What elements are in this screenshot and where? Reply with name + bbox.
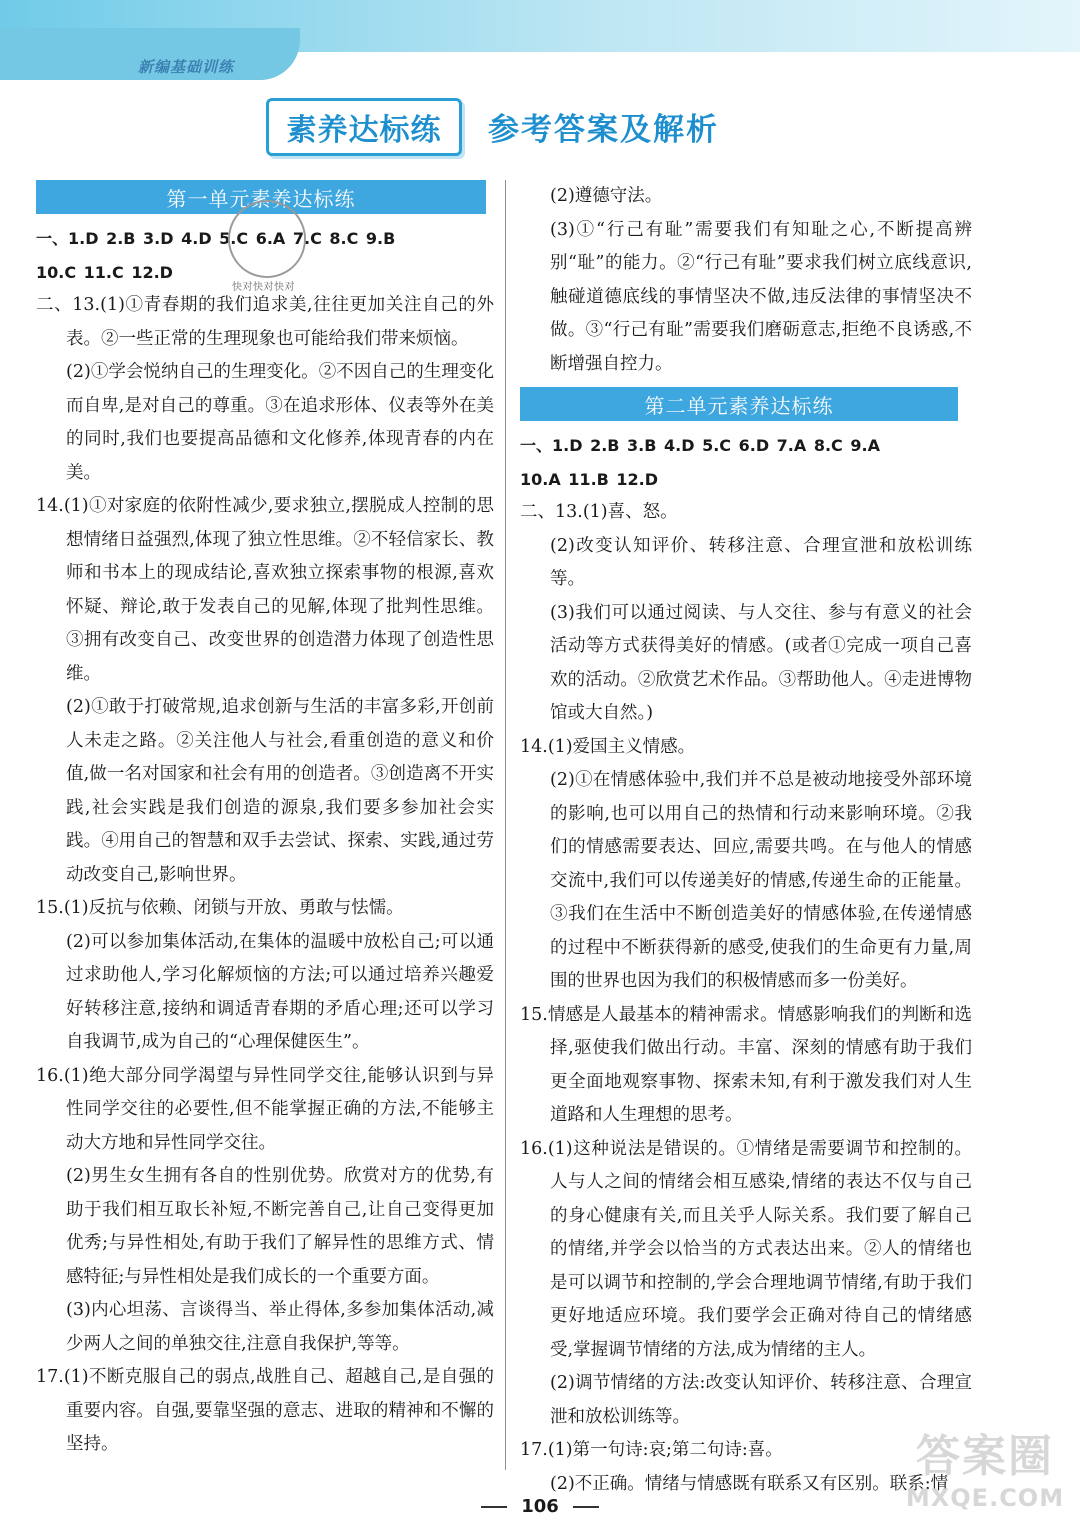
unit2-mc-row2: 10.A 11.B 12.D xyxy=(520,469,659,489)
unit2-q13-part3: (3)我们可以通过阅读、与人交往、参与有意义的社会活动等方式获得美好的情感。(或者①完成一项自己喜欢的活动。②欣赏艺术作品。③帮助他人。④走进博物馆或大自然。) xyxy=(550,602,972,723)
unit1-q14-part1: 14.(1)①对家庭的依附性减少,要求独立,摆脱成人控制的思想情绪日益强烈,体现了独立性思维。②不轻信家长、教师和书本上的现成结论,喜欢独立探索事物的根源,喜欢怀疑、辩论,敢于发表自己的见解,体现了批判性思维。③拥有改变自己、改变世界的创造潜力体现了创造性思维。 xyxy=(36,496,494,684)
unit1-q15-part2: (2)可以参加集体活动,在集体的温暖中放松自己;可以通过求助他人,学习化解烦恼的方法;可以通过培养兴趣爱好转移注意,接纳和调适青春期的矛盾心理;还可以学习自我调节,成为自己的“心理保健医生”。 xyxy=(66,931,494,1052)
watermark-line2: MXQE.COM xyxy=(905,1484,1065,1512)
unit2-q14-part1: 14.(1)爱国主义情感。 xyxy=(520,736,696,757)
top-banner xyxy=(0,0,1080,52)
unit1-q17-part1: 17.(1)不断克服自己的弱点,战胜自己、超越自己,是自强的重要内容。自强,要靠坚强的意志、进取的精神和不懈的坚持。 xyxy=(36,1367,494,1454)
series-brand: 新编基础训练 xyxy=(138,58,235,76)
unit1-q16-part3: (3)内心坦荡、言谈得当、举止得体,多参加集体活动,减少两人之间的单独交往,注意自我保护,等等。 xyxy=(66,1300,494,1354)
watermark-line1: 答案圈 xyxy=(916,1431,1054,1482)
left-column xyxy=(36,180,494,1462)
page-number-value: 106 xyxy=(521,1496,559,1517)
unit1-q17-part3: (3)①“行己有耻”需要我们有知耻之心,不断提高辨别“耻”的能力。②“行己有耻”要求我们树立底线意识,触碰道德底线的事情坚决不做,违反法律的事情坚决不做。③“行己有耻”需要我们磨砺意志,拒绝不良诱惑,不断增强自控力。 xyxy=(550,219,972,374)
unit2-q13-part1: 二、13.(1)喜、怒。 xyxy=(520,502,678,522)
site-watermark xyxy=(900,1420,1070,1530)
right-column xyxy=(520,180,972,1501)
unit1-mc-row2: 10.C 11.C 12.D xyxy=(36,262,173,282)
unit1-q17-part2: (2)遵德守法。 xyxy=(550,186,663,206)
unit1-q16-part1: 16.(1)绝大部分同学渴望与异性同学交往,能够认识到与异性同学交往的必要性,但不能掌握正确的方法,不能够主动大方地和异性同学交往。 xyxy=(36,1065,494,1153)
unit1-q13-part1: 二、13.(1)①青春期的我们追求美,往往更加关注自己的外表。②一些正常的生理现象也可能给我们带来烦恼。 xyxy=(36,295,494,349)
unit2-mc-row1: 一、1.D 2.B 3.B 4.D 5.C 6.D 7.A 8.C 9.A xyxy=(520,436,880,455)
unit1-q16-part2: (2)男生女生拥有各自的性别优势。欣赏对方的优势,有助于我们相互取长补短,不断完善自己,让自己变得更加优秀;与异性相处,有助于我们了解异性的思维方式、情感特征;与异性相处是我们成长的一个重要方面。 xyxy=(66,1166,494,1287)
unit2-q16-part1: 16.(1)这种说法是错误的。①情绪是需要调节和控制的。人与人之间的情绪会相互感染,情绪的表达不仅与自己的身心健康有关,而且关乎人际关系。我们要了解自己的情绪,并学会以恰当的方式表达出来。②人的情绪也是可以调节和控制的,学会合理地调节情绪,有助于我们更好地适应环境。我们要学会正确对待自己的情绪感受,掌握调节情绪的方法,成为情绪的主人。 xyxy=(520,1138,972,1360)
unit2-q13-part2: (2)改变认知评价、转移注意、合理宣泄和放松训练等。 xyxy=(550,535,972,589)
page-dash-left xyxy=(481,1506,507,1508)
unit1-q15-part1: 15.(1)反抗与依赖、闭锁与开放、勇敢与怯懦。 xyxy=(36,898,404,918)
title-boxed: 素养达标练 xyxy=(286,113,442,148)
unit1-q13-part2: (2)①学会悦纳自己的生理变化。②不因自己的生理变化而自卑,是对自己的尊重。③在追求形体、仪表等外在美的同时,我们也要提高品德和文化修养,体现青春的内在美。 xyxy=(66,362,494,483)
unit2-q15: 15.情感是人最基本的精神需求。情感影响我们的判断和选择,驱使我们做出行动。丰富、深刻的情感有助于我们更全面地观察事物、探索未知,有利于激发我们对人生道路和人生理想的思考。 xyxy=(520,1004,972,1125)
unit1-q14-part2: (2)①敢于打破常规,追求创新与生活的丰富多彩,开创前人未走之路。②关注他人与社会,看重创造的意义和价值,做一名对国家和社会有用的创造者。③创造离不开实践,社会实践是我们创造的源泉,我们要多参加社会实践。④用自己的智慧和双手去尝试、探索、实践,通过劳动改变自己,影响世界。 xyxy=(66,697,494,885)
unit2-q17-part2: (2)不正确。情绪与情感既有联系又有区别。联系:情 xyxy=(550,1473,949,1494)
stamp-text: 快对快对快对 xyxy=(232,282,295,293)
unit2-q16-part2: (2)调节情绪的方法:改变认知评价、转移注意、合理宣泄和放松训练等。 xyxy=(550,1373,972,1427)
page-dash-right xyxy=(573,1506,599,1508)
page-title: 参考答案及解析 xyxy=(488,112,719,148)
unit2-banner: 第二单元素养达标练 xyxy=(520,387,958,421)
unit1-banner: 第一单元素养达标练 xyxy=(36,180,486,214)
title-box xyxy=(266,98,462,156)
unit1-mc-row1: 一、1.D 2.B 3.D 4.D 5.C 6.A 7.C 8.C 9.B xyxy=(36,229,396,248)
unit2-q14-part2: (2)①在情感体验中,我们并不总是被动地接受外部环境的影响,也可以用自己的热情和行动来影响环境。②我们的情感需要表达、回应,需要共鸣。在与他人的情感交流中,我们可以传递美好的情感,传递生命的正能量。③我们在生活中不断创造美好的情感体验,在传递情感的过程中不断获得新的感受,使我们的生命更有力量,周围的世界也因为我们的积极情感而多一份美好。 xyxy=(550,770,972,991)
unit2-q17-part1: 17.(1)第一句诗:哀;第二句诗:喜。 xyxy=(520,1440,783,1460)
column-divider xyxy=(505,180,506,1470)
